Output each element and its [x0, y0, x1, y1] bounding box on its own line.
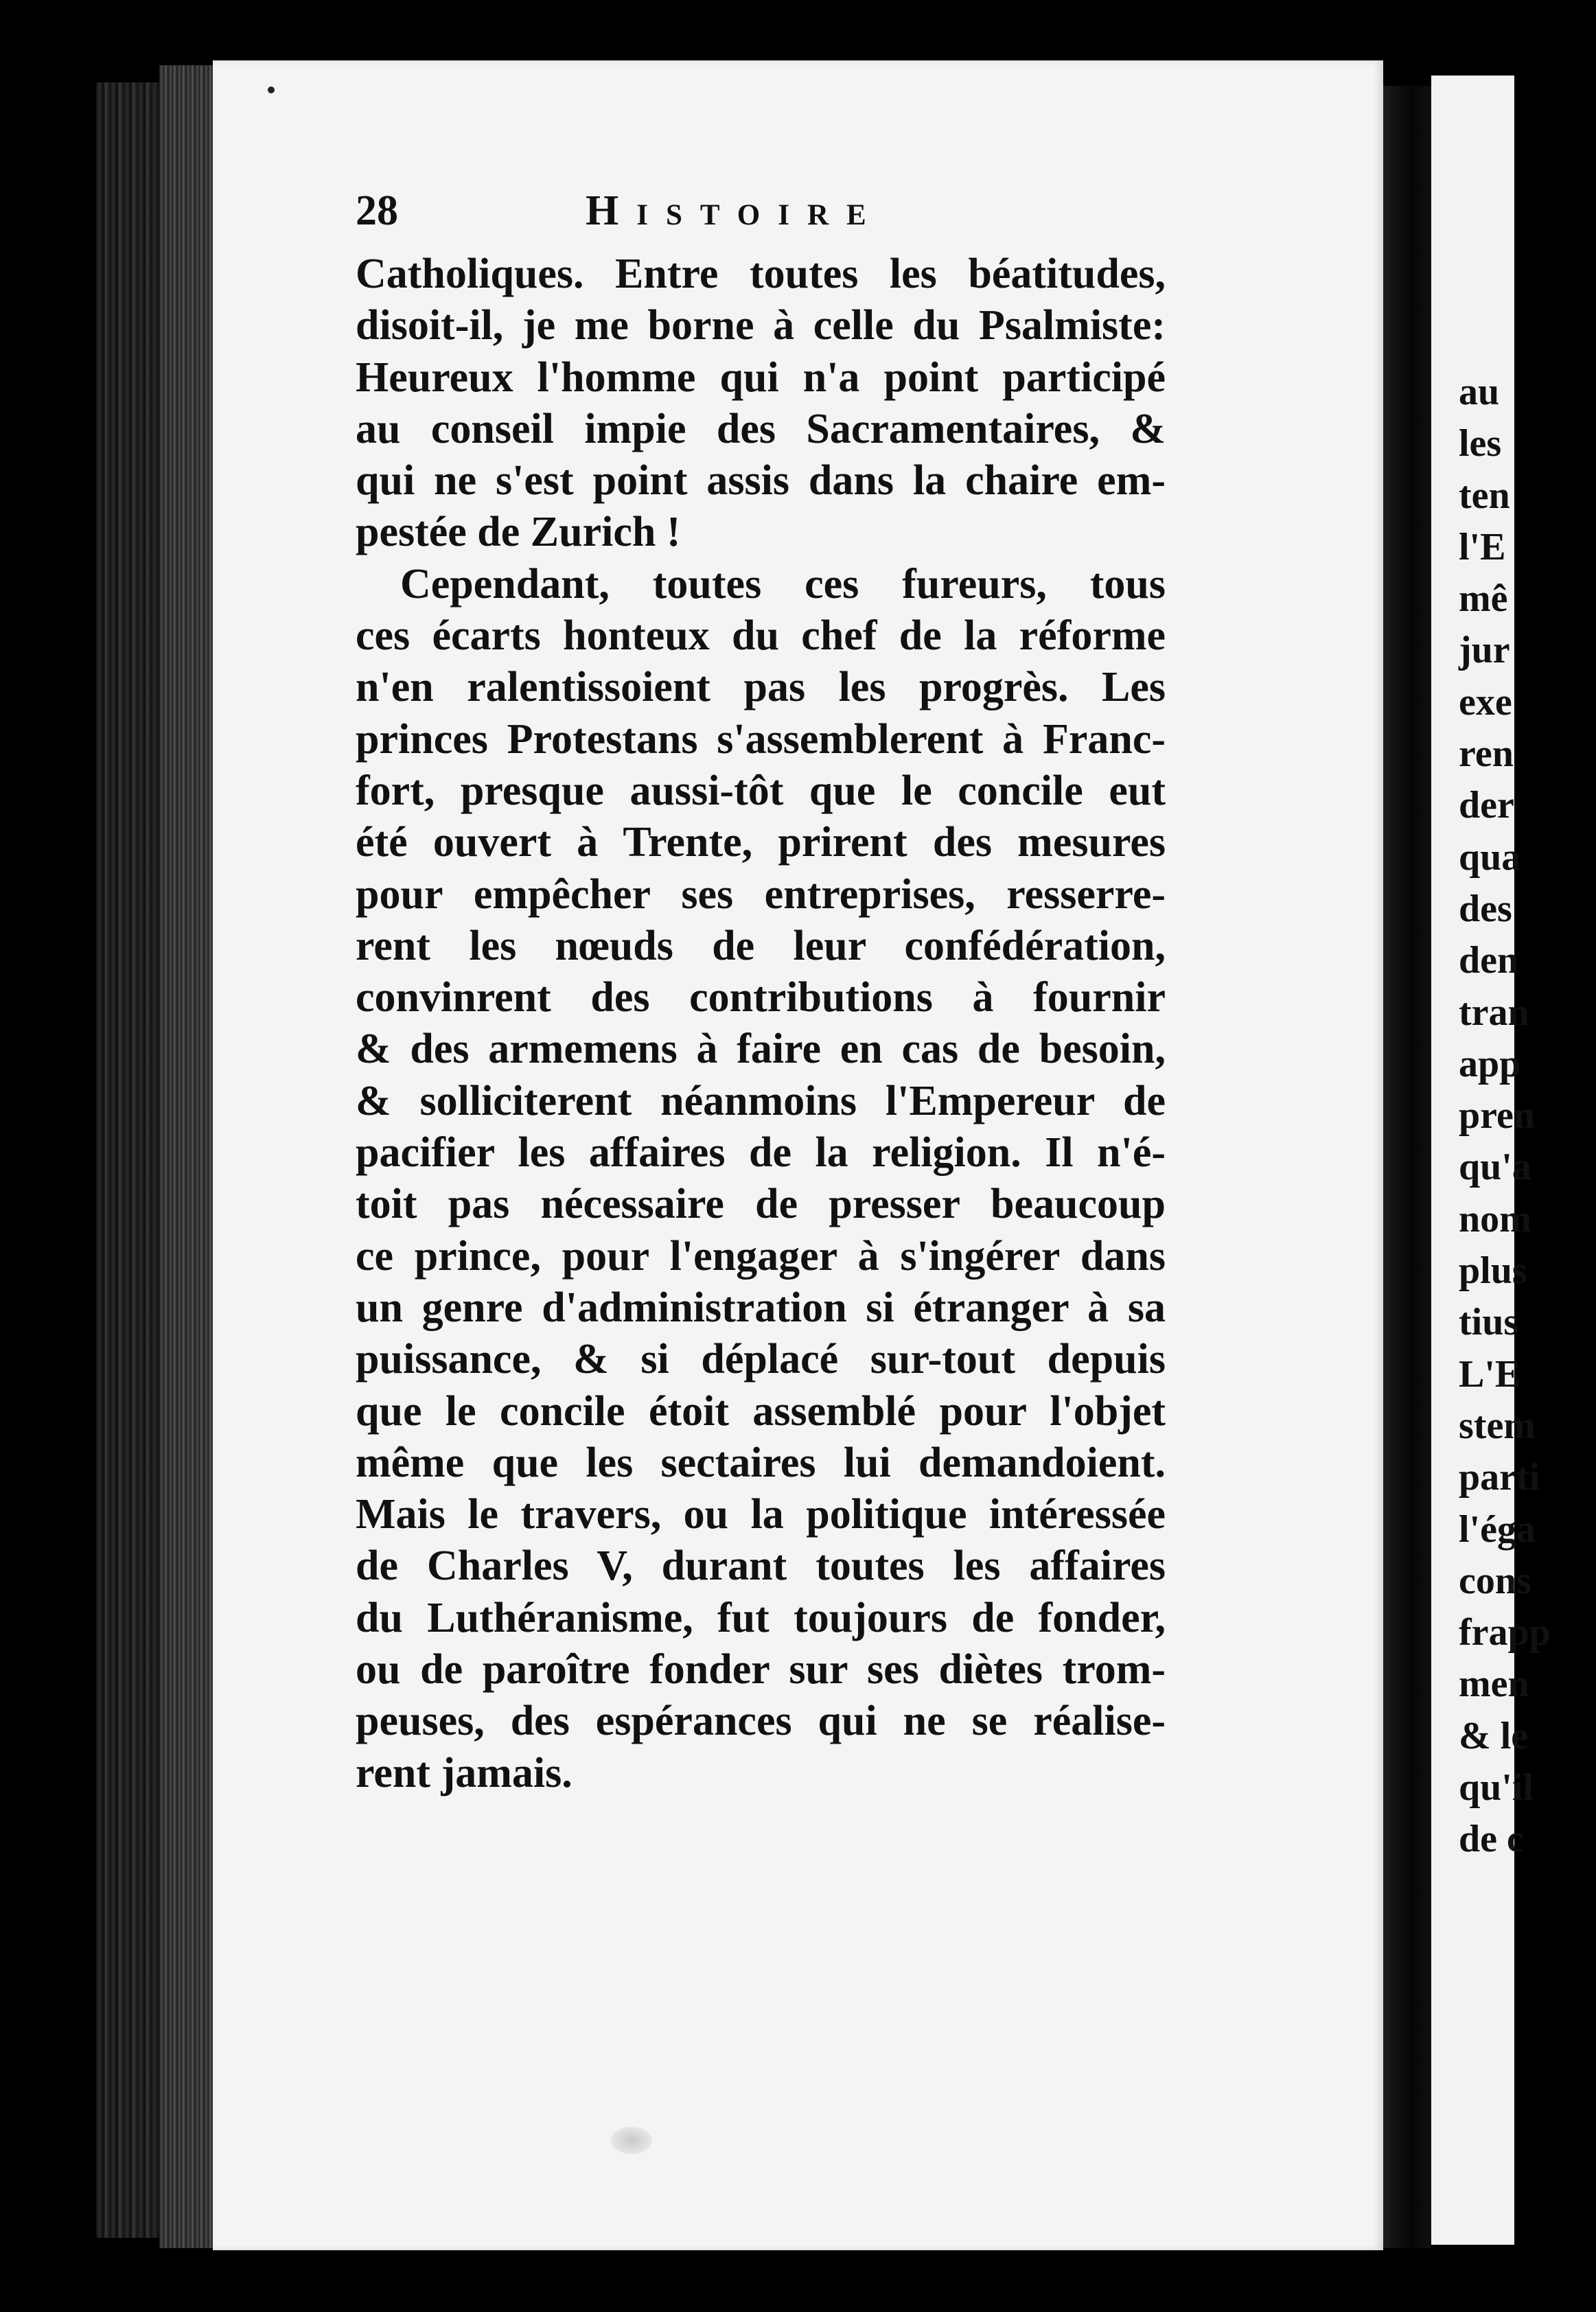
facing-line: qua — [1459, 835, 1521, 879]
text-line: pestée de Zurich ! — [356, 509, 681, 556]
facing-line: qu'il — [1459, 1766, 1534, 1810]
facing-line: tius — [1459, 1301, 1519, 1344]
facing-line: mê — [1459, 577, 1508, 621]
text-line: rent jamais. — [356, 1749, 573, 1796]
text-line: Catholiques. Entre toutes les béatitudes, — [356, 251, 1166, 297]
text-line: peuses, des espérances qui ne se réalise- — [356, 1698, 1166, 1745]
facing-line: den — [1459, 939, 1519, 982]
facing-line: frapp — [1459, 1611, 1551, 1654]
text-line: même que les sectaires lui demandoient. — [356, 1439, 1166, 1486]
page-number: 28 — [356, 187, 398, 234]
facing-line: l'éga — [1459, 1507, 1536, 1551]
text-line: Mais le travers, ou la politique intéressée — [356, 1491, 1166, 1538]
facing-line: des — [1459, 887, 1512, 930]
text-line: n'en ralentissoient pas les progrès. Les — [356, 664, 1166, 711]
text-line: rent les nœuds de leur confédération, — [356, 922, 1166, 969]
text-line: & des armemens à faire en cas de besoin, — [356, 1026, 1166, 1073]
body-text — [356, 248, 1166, 1799]
facing-line: l'E — [1459, 525, 1506, 568]
text-line: qui ne s'est point assis dans la chaire em- — [356, 457, 1166, 505]
facing-line: nom — [1459, 1197, 1531, 1240]
facing-line: der — [1459, 784, 1514, 827]
facing-line: plus — [1459, 1249, 1527, 1293]
facing-line: jur — [1459, 629, 1510, 672]
facing-line: app — [1459, 1042, 1521, 1085]
text-line: convinrent des contributions à fournir — [356, 974, 1166, 1021]
text-line: pacifier les affaires de la religion. Il n'é- — [356, 1129, 1166, 1177]
facing-line: cons — [1459, 1559, 1531, 1602]
text-line: toit pas nécessaire de presser beaucoup — [356, 1181, 1166, 1228]
text-line: ce prince, pour l'engager à s'ingérer dans — [356, 1232, 1166, 1280]
page-edges — [159, 65, 213, 2248]
facing-line: tran — [1459, 991, 1529, 1034]
text-line: Heureux l'homme qui n'a point participé — [356, 354, 1166, 401]
paper-smudge — [611, 2127, 652, 2154]
facing-line: exe — [1459, 680, 1512, 724]
text-line: disoit-il, je me borne à celle du Psalmiste: — [356, 302, 1166, 349]
book-gutter — [1383, 86, 1431, 2248]
facing-page-text — [1459, 367, 1596, 1866]
text-line: de Charles V, durant toutes les affaires — [356, 1542, 1166, 1590]
page-header — [356, 187, 1166, 242]
text-line: au conseil impie des Sacramentaires, & — [356, 405, 1166, 452]
facing-line: pren — [1459, 1094, 1535, 1137]
facing-line: ten — [1459, 474, 1510, 517]
facing-page — [1431, 76, 1551, 2245]
text-line: que le concile étoit assemblé pour l'objet — [356, 1387, 1166, 1435]
text-line: ces écarts honteux du chef de la réforme — [356, 612, 1166, 660]
text-line: du Luthéranisme, fut toujours de fonder, — [356, 1594, 1166, 1641]
text-line: puissance, & si déplacé sur-tout depuis — [356, 1336, 1166, 1383]
text-line: un genre d'administration si étranger à sa — [356, 1284, 1166, 1331]
text-line: fort, presque aussi-tôt que le concile eut — [356, 767, 1166, 814]
ink-speck — [268, 86, 275, 93]
text-line: & solliciterent néanmoins l'Empereur de — [356, 1077, 1166, 1124]
facing-line: parti — [1459, 1456, 1540, 1499]
text-line: Cependant, toutes ces fureurs, tous — [400, 560, 1166, 608]
running-title: Histoire — [586, 187, 884, 234]
facing-line: qu'a — [1459, 1146, 1531, 1189]
text-line: pour empêcher ses entreprises, resserre- — [356, 870, 1166, 918]
facing-line: ren — [1459, 732, 1514, 776]
facing-line: men — [1459, 1663, 1529, 1706]
facing-line: de c — [1459, 1818, 1524, 1861]
text-line: princes Protestans s'assemblerent à Franc- — [356, 715, 1166, 763]
facing-line: au — [1459, 371, 1500, 413]
facing-line: stem — [1459, 1404, 1536, 1447]
facing-line: les — [1459, 422, 1502, 465]
facing-line: & le — [1459, 1714, 1529, 1757]
text-line: été ouvert à Trente, prirent des mesures — [356, 819, 1166, 866]
facing-line: L'E — [1459, 1352, 1521, 1396]
text-line: ou de paroître fonder sur ses diètes trom- — [356, 1646, 1166, 1693]
